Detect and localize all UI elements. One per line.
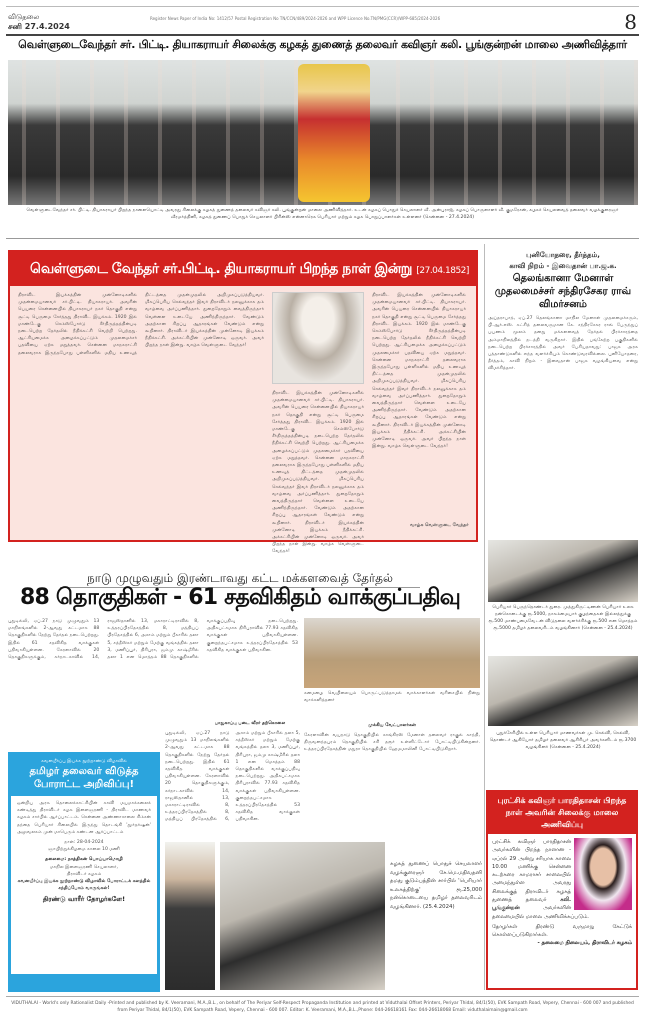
donation-caption-1: பெரியார் பெருந்தொண்டர் துரை. முத்துகிருட்டிணன் பெரியார் உலக நன்கொடைக்கு ரூ.5000, நாகம்மையார் குழந்தைகள் இல்லத்துக்கு ரூ.500 மாண்பமைவேடன் விடுதலை வளர்ச்சிக்கு ரூ.500 என மொத்தம் ரூ.5000 தமிழர் தலைவரிடம் வழங்கினார் (சென்னை - 25.4.2024) xyxy=(488,605,638,631)
protest-date: நாள்: 28-04-2024 xyxy=(64,840,104,846)
bharathidasan-signoff: - தலைமை நிலையம், திராவிடர் கழகம் xyxy=(537,939,632,946)
leader-role-2: திராவிடர் கழகம் xyxy=(66,871,102,877)
feature-body: திராவிட இயக்கத்தின் முன்னோடிகளில் முதன்மையானவர் சர்.பிட்டி. தியாகராயர். அவரின் பெயரை சென்னையில் தியாகராயர் நகர் தொகுதி என்று சூட்டி பெருமை சேர்த்தது திராவிட இயக்கம். 1920 இல் மாண்டேகு செம்ஸ்போர்டு சீர்திருத்தத்தின்படி நடைபெற்ற தேர்தலில் நீதிக்கட்சி வெற்றி பெற்றது. ஆட்சியமைக்க அழைக்கப்பட்டும் முதலமைச்சர் பதவியை ஏற்க மறுத்தவர். சென்னை மாநகராட்சி தலைவராக இருந்தபோது பள்ளிகளில் மதிய உணவுத் திட்டத்தை முதன்முதலில் அறிமுகப்படுத்தியவர். மிகப்பெரிய செல்வந்தர் இவர் திராவிடர் நலனுக்காக தம் வாழ்வை அர்ப்பணித்தார். துறைதோறும் வைத்திருந்தார் வெள்ளை உடையே அணிந்திருந்தார். வேண்டும் அதற்கான சிறப்பு ஆதாரங்கள் வேண்டும் என்று கூறினார். திராவிடர் இயக்கத்தின் முன்னோடி இயக்கம் நீதிக்கட்சி. அக்கட்சியின் முன்னோடி ஒருவர். அவர் பிறந்த நாள் இன்று. வாழ்க வெள்ளுடை வேந்தர்! xyxy=(18,293,264,356)
header-rule xyxy=(6,6,639,7)
side-headline: தெலங்கானா மேனாள் முதலமைச்சர் சந்திரசேகர ராவ் விமர்சனம் xyxy=(494,273,632,310)
feature-signoff: வாழ்க வெள்ளுடை வேந்தர் xyxy=(410,523,469,528)
election-headline: 88 தொகுதிகள் - 61 சதவிகிதம் வாக்குப்பதிவு xyxy=(19,585,461,610)
statue-image xyxy=(298,64,370,202)
side-kicker-2: காவி நிறம் - இவைதான் பா.ஜ.க. xyxy=(509,262,617,270)
election-subheadline: நாடு முழுவதும் இரண்டாவது கட்ட மக்களவைத் தேர்தல் xyxy=(87,571,393,585)
protest-slogan: திரண்டு வாரீர் தோழர்களே! xyxy=(42,895,126,904)
protest-title xyxy=(11,755,157,794)
divider xyxy=(6,238,639,239)
section-heading-candidates: முக்கிய வேட்பாளர்கள் xyxy=(367,723,417,728)
donation-photo-2 xyxy=(488,656,638,726)
bharathidasan-body-1: புரட்சிக் கவிஞர் பாரதிதாசன் அவர்களின் பிறந்த நாளான - ஏப்ரல் 29 அன்று சரியாக காலை 10.00 மணிக்கு சென்னை கடற்கரை காமராசர் சாலையில் அமைந்துள்ள அவரது சிலைக்குத் திராவிடர் கழகத் துணைத் தலைவர் xyxy=(492,839,571,904)
bharathidasan-portrait xyxy=(574,838,632,910)
protest-title-text: தமிழர் தலைவர் விடுத்த போராட்ட அறிவிப்பு! xyxy=(29,766,139,790)
feature-body-continued: திராவிட இயக்கத்தின் முன்னோடிகளில் முதன்மையானவர் சர்.பிட்டி. தியாகராயர். அவரின் பெயரை சென்னையில் தியாகராயர் நகர் தொகுதி என்று சூட்டி பெருமை சேர்த்தது திராவிட இயக்கம். 1920 இல் மாண்டேகு செம்ஸ்போர்டு சீர்திருத்தத்தின்படி நடைபெற்ற தேர்தலில் நீதிக்கட்சி வெற்றி பெற்றது. ஆட்சியமைக்க அழைக்கப்பட்டும் முதலமைச்சர் பதவியை ஏற்க மறுத்தவர். சென்னை மாநகராட்சி தலைவராக இருந்தபோது பள்ளிகளில் மதிய உணவுத் திட்டத்தை முதன்முதலில் அறிமுகப்படுத்தியவர். மிகப்பெரிய செல்வந்தர் இவர் திராவிடர் நலனுக்காக தம் வாழ்வை அர்ப்பணித்தார். துறைதோறும் வைத்திருந்தார் வெள்ளை உடையே அணிந்திருந்தார். வேண்டும் அதற்கான சிறப்பு ஆதாரங்கள் வேண்டும் என்று கூறினார். திராவிடர் இயக்கத்தின் முன்னோடி இயக்கம் நீதிக்கட்சி. அக்கட்சியின் முன்னோடி ஒருவர். அவர் பிறந்த நாள் இன்று. வாழ்க வெள்ளுடை வேந்தர்! xyxy=(272,391,364,555)
footer-imprint: VIDUTHALAI - World's only Rationalist Daily -Printed and published by K. Veeramani, M.A.,B.L., on behalf of The Periyar Self-Respect Propaganda Institution and printed at Viduthalai Offset Printers, Periyar Thidal, 84/1(50), EVK Sampath Road, Vepery, Chennai - 600 007 and published from Periyar Thidal, 84/1(50), EVK Sampath Road, Vepery, Chennai - 600 007. Editor: K. Veeramani, M.A.,B.L.,Phone: 044-26618161 Fax: 044-26618068 Email: viduthalaimain@gmail.com xyxy=(6,996,639,1014)
donation-caption: கழகத் துணைப் பொதுச் செயலாளர் வழக்குரைஞர் சே.மெ.மதிவதனி தமது குடும்பத்தின் சார்பில் 'பெரியார் உலகத்திற்கு' ரூ.25,000 நன்கொடையை தமிழர் தலைவரிடம் வழங்கினார். (25.4.2024) xyxy=(390,861,482,910)
thyagarayar-feature-box xyxy=(8,250,478,555)
bharathidasan-body-2: அவர்களின் தலைமையில் மாலை அணிவிக்கப்படும். xyxy=(492,905,589,920)
protest-leader: தலைமை: நாத்திகன் பொய்யாமொழி xyxy=(45,857,123,863)
column-divider xyxy=(484,244,485,990)
feature-body-right: திராவிட இயக்கத்தின் முன்னோடிகளில் முதன்மையானவர் சர்.பிட்டி. தியாகராயர். அவரின் பெயரை சென்னையில் தியாகராயர் நகர் தொகுதி என்று சூட்டி பெருமை சேர்த்தது திராவிட இயக்கம். 1920 இல் மாண்டேகு செம்ஸ்போர்டு சீர்திருத்தத்தின்படி நடைபெற்ற தேர்தலில் நீதிக்கட்சி வெற்றி பெற்றது. ஆட்சியமைக்க அழைக்கப்பட்டும் முதலமைச்சர் பதவியை ஏற்க மறுத்தவர். சென்னை மாநகராட்சி தலைவராக இருந்தபோது பள்ளிகளில் மதிய உணவுத் திட்டத்தை முதன்முதலில் அறிமுகப்படுத்தியவர். மிகப்பெரிய செல்வந்தர் இவர் திராவிடர் நலனுக்காக தம் வாழ்வை அர்ப்பணித்தார். துறைதோறும் வைத்திருந்தார் வெள்ளை உடையே அணிந்திருந்தார். வேண்டும் அதற்கான சிறப்பு ஆதாரங்கள் வேண்டும் என்று கூறினார். திராவிடர் இயக்கத்தின் முன்னோடி இயக்கம் நீதிக்கட்சி. அக்கட்சியின் முன்னோடி ஒருவர். அவர் பிறந்த நாள் இன்று. வாழ்க வெள்ளுடை வேந்தர்! xyxy=(372,293,466,450)
feature-title-text: வெள்ளுடை வேந்தர் சர்.பிட்டி. தியாகராயர் பிறந்த நாள் இன்று xyxy=(30,261,412,277)
top-photo-caption: வெள்ளுடைவேந்தர் சர். பிட்டி. தியாகராயர் பிறந்த நாளையொட்டி அவரது சிலைக்கு கழகத் துணைத் தலைவர் கவிஞர் கலி. பூங்குன்றன் மாலை அணிவித்தார். உடன் கழகப் பொதுச் செயலாளர் வீ. அன்புராஜ், கழகப் பொருளாளர் வீ. குமரேசன், கழகச் செயலவைத் தலைவர் வழக்குரைஞர் வீரமர்த்தினி, கழகத் துணைப் பொதுச் செயலாளர் பிரின்ஸ் என்னாரெசு பெரியார் மற்றும் கழக பொறுப்பாளர்கள் உள்ளனர் (சென்னை - 27.4.2024) xyxy=(26,208,619,220)
bharathidasan-title: புரட்சிக் கவிஞர் பாரதிதாசன் பிறந்த நாள் அவரின் சிலைக்கு மாலை அணிவிப்பு xyxy=(488,792,636,834)
protest-call: கவனயீர்ப்பு இயக்க நூற்றாண்டு விழாவில் போராட்டக் களத்தில் சந்திப்போம் வாருங்கள்! xyxy=(17,879,151,892)
protest-body: ஒன்றிய அரசு தொலைக்காட்சியின் காவி மயமாக்கலைக் கண்டித்து திராவிடர் கழக இளைஞரணி - திராவிட மாணவர் கழகம் சார்பில் ஆர்ப்பாட்டம். சென்னை அண்ணாசாலை சிம்சன் தந்தை பெரியார் சிலையில் இருந்து தொடங்கி 'தூர்தர்ஷன்' அலுவலகம் முன் மாபெரும் கண்டன ஆர்ப்பாட்டம் xyxy=(17,801,151,835)
bharathidasan-appeal: தோழர்கள் திரண்டு வருமாறு கேட்டுக் கொள்ளப்படுகிறார்கள். xyxy=(492,923,632,939)
candidates-body: கேரளாவின் வயநாடு தொகுதியில் காங்கிரஸ் மேனாள் தலைவர் ராகுல் காந்தி, திருவனந்தபுரம் தொகுதியில் சசி தரூர் உள்ளிட்டோர் போட்டியிடுகின்றனர். உத்தரப்பிரதேசத்தின் மதுரா தொகுதியில் ஹேமமாலினி போட்டியிடுகிறார். xyxy=(304,733,480,753)
bharathidasan-announcement-box xyxy=(486,790,638,990)
poonkundran-name: கலி. பூங்குன்றன் xyxy=(492,897,571,912)
protest-kicker: கவனயீர்ப்பு இயக்க நூற்றாண்டு விழாவில் xyxy=(41,759,127,764)
telangana-article xyxy=(488,250,638,505)
feature-date-tag: [27.04.1852] xyxy=(416,266,469,276)
registration-text: Register News Paper of India No: 1412/57 Postal Registration No TN/CCN/489/2024-2026 and WPP Licence No.TN/PMG(CCR)/WPP-685/2024-2026 xyxy=(150,16,441,21)
leader-role-1: மாநில இளைஞரணி செயலாளர், xyxy=(49,864,118,870)
feature-title xyxy=(10,252,476,286)
donation-photo-1 xyxy=(488,540,638,602)
masthead xyxy=(8,12,70,32)
masthead-name: விடுதலை xyxy=(8,13,40,21)
page-number: 8 xyxy=(624,10,637,34)
thyagarayar-portrait xyxy=(272,292,364,384)
voters-queue-photo xyxy=(304,618,480,688)
election-body: புதுடில்லி, ஏப்.27 நாடு முழுவதும் 13 மாநிலங்களில் 2-ஆவது கட்டமாக 88 தொகுதிகளில் நேற்று தேர்தல் நடைபெற்றது. இதில் 61 சதவிகித வாக்குகள் பதிவாகியுள்ளன. கேரளாவில் 20 தொகுதிகளுக்கும், கர்நாடகாவில் 14, ராஜஸ்தானில் 13, மகாராட்டிராவில் 8, உத்தரப்பிரதேசத்தில் 8, மத்தியப் பிரதேசத்தில் 6, அசாம் மற்றும் பீகாரில் தலா 5, சத்தீஸ்கர் மற்றும் மேற்கு வங்கத்தில் தலா 3, மணிப்பூர், திரிபுரா, ஜம்மு காஷ்மீரில் தலா 1 என மொத்தம் 88 தொகுதிகளில் வாக்குப்பதிவு நடைபெற்றது. அதிகபட்சமாக திரிபுராவில் 77.93 சதவிகித வாக்குகள் பதிவாகியுள்ளன. குறைந்தபட்சமாக உத்தரப்பிரதேசத்தில் 53 சதவிகித வாக்குகள் பதிவாகின. xyxy=(8,619,298,661)
issue-date: சனி 27.4.2024 xyxy=(8,22,70,31)
top-headline: வெள்ளுடைவேந்தர் சர். பிட்டி. தியாகராயர் சிலைக்கு கழகத் துணைத் தலைவர் கவிஞர் கலி. பூங்குன்றன் மாலை அணிவித்தார் xyxy=(18,38,627,51)
photo-caption: கனமழை வெயிலையும் பொருட்படுத்தாமல் வாக்காளர்கள் வரிசையில் நின்று வாக்களித்தனர் xyxy=(304,691,480,704)
header-divider xyxy=(6,34,639,36)
protest-announcement-box xyxy=(8,752,160,992)
side-body: அய்தராபாத், ஏப்.27 தெலங்கானா மாநில மேனாள் முதலமைச்சரும், பி.ஆர்.எஸ். கட்சித் தலைவருமான கே. சந்திரசேகர ராவ் பேருந்துப் பயணம் மூலம் தனது மக்களவைத் தேர்தல் பிரச்சாரத்தை அம்மாநிலத்தில் நடத்தி வருகிறார். இதில் பங்கேற்ற பகுதிகளில் நடைபெற்ற பிரச்சாரத்தில் அவர் பேசியதாவது: பாஜக அரசு பத்தாண்டுகளில் எந்த வளர்ச்சியும் கொண்டுவரவில்லை. புனியோதரை, தீர்த்தம், காவி நிறம் - இவைதான் பாஜக வழங்கியவை என்று விமர்சித்தார். xyxy=(488,316,638,372)
side-kicker-1: புனியோதரை, தீர்த்தம், xyxy=(526,251,600,259)
donation-caption-2: புதுச்சேரியில் உள்ள பெரியார் மாணவர்கள் மு. செல்வி, செல்வி, தொண்டர் ஆகியோர் தமிழர் தலைவர் ஆசிரியர் அவர்களிடம் ரூ.3700 வழங்கினர் (சென்னை - 25.4.2024) xyxy=(489,731,637,750)
protest-time: ஞாயிற்றுக்கிழமை காலை 10 மணி xyxy=(48,847,120,853)
statue-garlanding-photo xyxy=(8,60,638,205)
donation-handover-photo xyxy=(220,842,385,990)
section-heading-suicide: பாதுகாப்பு படை வீரர் தற்கொலை xyxy=(214,721,286,726)
donation-photo-person xyxy=(165,842,215,990)
election-body-continued: புதுடில்லி, ஏப்.27 நாடு முழுவதும் 13 மாநிலங்களில் 2-ஆவது கட்டமாக 88 தொகுதிகளில் நேற்று தேர்தல் நடைபெற்றது. இதில் 61 சதவிகித வாக்குகள் பதிவாகியுள்ளன. கேரளாவில் 20 தொகுதிகளுக்கும், கர்நாடகாவில் 14, ராஜஸ்தானில் 13, மகாராட்டிராவில் 8, உத்தரப்பிரதேசத்தில் 8, மத்தியப் பிரதேசத்தில் 6, அசாம் மற்றும் பீகாரில் தலா 5, சத்தீஸ்கர் மற்றும் மேற்கு வங்கத்தில் தலா 3, மணிப்பூர், திரிபுரா, ஜம்மு காஷ்மீரில் தலா 1 என மொத்தம் 88 தொகுதிகளில் வாக்குப்பதிவு நடைபெற்றது. அதிகபட்சமாக திரிபுராவில் 77.93 சதவிகித வாக்குகள் பதிவாகியுள்ளன. குறைந்தபட்சமாக உத்தரப்பிரதேசத்தில் 53 சதவிகித வாக்குகள் பதிவாகின. xyxy=(165,731,300,823)
